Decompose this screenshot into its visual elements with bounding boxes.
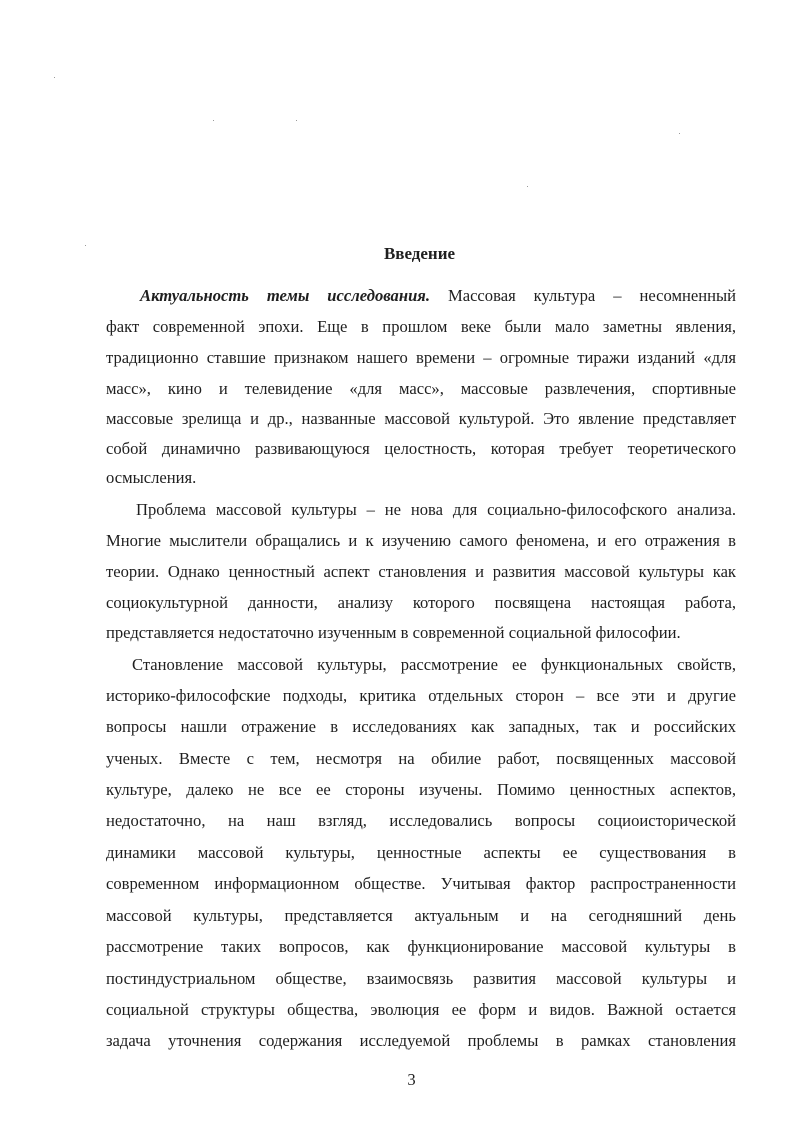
paragraph-1-line-2: факт современной эпохи. Еще в прошлом веке были мало заметны явления, [106, 317, 736, 336]
paragraph-3-line-12: социальной структуры общества, эволюция ее форм и видов. Важной остается [106, 1000, 736, 1019]
paragraph-3-line-7: динамики массовой культуры, ценностные аспекты ее существования в [106, 843, 736, 862]
paragraph-3-line-1: Становление массовой культуры, рассмотрение ее функциональных свойств, [132, 655, 736, 674]
paragraph-3-line-11: постиндустриальном обществе, взаимосвязь развития массовой культуры и [106, 969, 736, 988]
scan-speck [54, 77, 55, 78]
paragraph-3-line-4: ученых. Вместе с тем, несмотря на обилие работ, посвященных массовой [106, 749, 736, 768]
scan-speck [527, 186, 528, 187]
paragraph-3-line-9: массовой культуры, представляется актуальным и на сегодняшний день [106, 906, 736, 925]
paragraph-1-line-4: масс», кино и телевидение «для масс», массовые развлечения, спортивные [106, 379, 736, 398]
lead-phrase: Актуальность темы исследования. [140, 286, 430, 305]
paragraph-2-line-2: Многие мыслители обращались и к изучению самого феномена, и его отражения в [106, 531, 736, 550]
scan-speck [296, 120, 297, 121]
page-number: 3 [407, 1070, 416, 1089]
scan-speck [679, 133, 680, 134]
paragraph-2-line-1: Проблема массовой культуры – не нова для социально-философского анализа. [136, 500, 736, 519]
paragraph-3-line-5: культуре, далеко не все ее стороны изучены. Помимо ценностных аспектов, [106, 780, 736, 799]
paragraph-2-line-5: представляется недостаточно изученным в современной социальной философии. [106, 623, 681, 642]
paragraph-3-line-6: недостаточно, на наш взгляд, исследовались вопросы социоисторической [106, 811, 736, 830]
heading-text: Введение [383, 244, 456, 263]
paragraph-1-line-1 [140, 286, 736, 306]
paragraph-2-line-4: социокультурной данности, анализу которого посвящена настоящая работа, [106, 593, 736, 612]
line-text: Массовая культура – несомненный [430, 286, 737, 305]
paragraph-3-line-13: задача уточнения содержания исследуемой проблемы в рамках становления [106, 1031, 736, 1050]
paragraph-3-line-2: историко-философские подходы, критика отдельных сторон – все эти и другие [106, 686, 736, 705]
paragraph-1-line-5: массовые зрелища и др., названные массовой культурой. Это явление представляет [106, 409, 736, 428]
paragraph-1-line-3: традиционно ставшие признаком нашего времени – огромные тиражи изданий «для [106, 348, 736, 367]
paragraph-1-line-7: осмысления. [106, 468, 197, 487]
paragraph-3-line-8: современном информационном обществе. Учитывая фактор распространенности [106, 874, 736, 893]
section-heading [46, 244, 793, 264]
paragraph-1-line-6: собой динамично развивающуюся целостность, которая требует теоретического [106, 439, 736, 458]
paragraph-3-line-10: рассмотрение таких вопросов, как функционирование массовой культуры в [106, 937, 736, 956]
paragraph-3-line-3: вопросы нашли отражение в исследованиях как западных, так и российских [106, 717, 736, 736]
paragraph-2-line-3: теории. Однако ценностный аспект становления и развития массовой культуры как [106, 562, 736, 581]
scan-speck [213, 120, 214, 121]
